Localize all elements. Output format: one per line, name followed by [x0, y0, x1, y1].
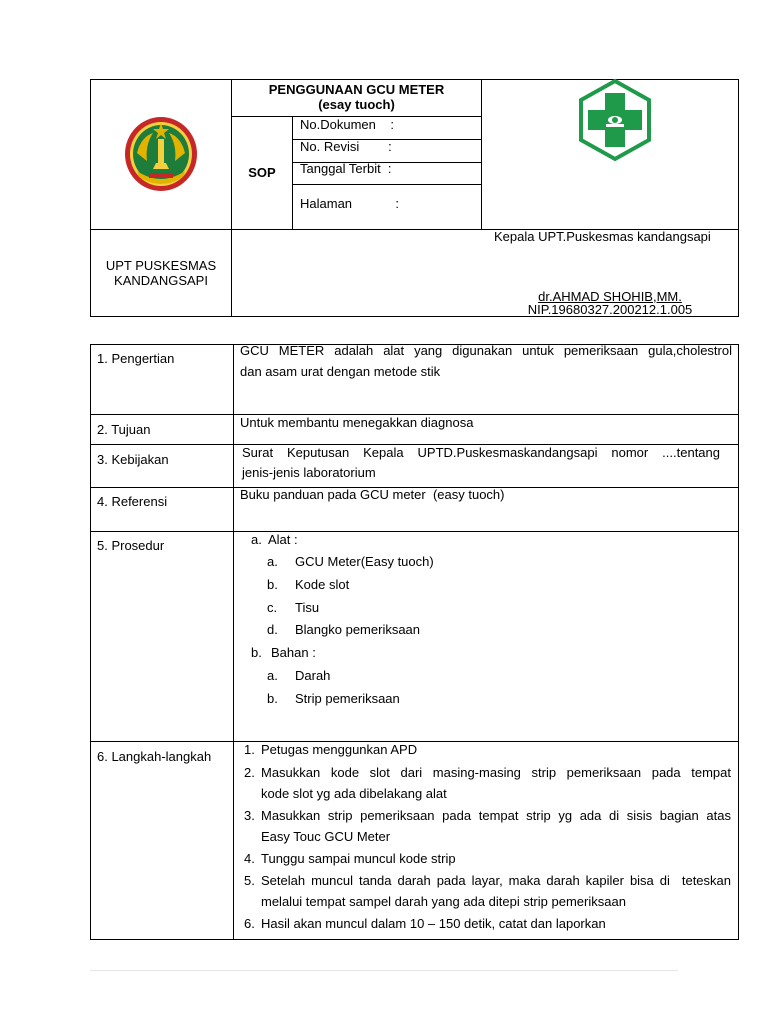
pengertian-text-line1: GCU METER adalah alat yang digunakan untuk pemeriksaan gula,cholestrol: [240, 343, 732, 358]
step-text: Masukkan strip pemeriksaan pada tempat strip yg ada di sisis bagian atas: [261, 808, 731, 823]
step-number: 5.: [244, 873, 255, 888]
step-number: 2.: [244, 765, 255, 780]
kebijakan-text-line1: Surat Keputusan Kepala UPTD.Puskesmaskandangsapi nomor ....tentang: [242, 445, 720, 460]
tanggal-terbit-label: Tanggal Terbit :: [300, 161, 392, 176]
step-number: 4.: [244, 851, 255, 866]
list-item-marker: d.: [267, 622, 278, 637]
unit-name-line1: UPT PUSKESMAS: [105, 258, 217, 273]
sop-title: PENGGUNAAN GCU METER: [268, 82, 445, 97]
step-text: Hasil akan muncul dalam 10 – 150 detik, catat dan laporkan: [261, 916, 606, 931]
list-item-marker: c.: [267, 600, 278, 615]
prosedur-label: 5. Prosedur: [97, 538, 165, 553]
step-text: Setelah muncul tanda darah pada layar, maka darah kapiler bisa di teteskan: [261, 873, 731, 888]
step-text-cont: Easy Touc GCU Meter: [261, 829, 391, 844]
langkah-label: 6. Langkah-langkah: [97, 749, 212, 764]
list-item-marker: a.: [267, 668, 278, 683]
kebijakan-text-line2: jenis-jenis laboratorium: [242, 465, 376, 480]
step-number: 1.: [244, 742, 255, 757]
tujuan-text: Untuk membantu menegakkan diagnosa: [240, 415, 474, 430]
puskesmas-logo-icon: [573, 78, 657, 162]
jatim-emblem-icon: [123, 115, 199, 193]
unit-name-line2: KANDANGSAPI: [114, 273, 208, 288]
step-text: Masukkan kode slot dari masing-masing strip pemeriksaan pada tempat: [261, 765, 731, 780]
no-revisi-label: No. Revisi :: [300, 139, 392, 154]
page-separator: [90, 970, 678, 971]
alat-marker: a.: [251, 532, 262, 547]
sop-label: SOP: [248, 165, 276, 180]
halaman-label: Halaman :: [300, 196, 399, 211]
step-number: 3.: [244, 808, 255, 823]
no-dokumen-label: No.Dokumen :: [300, 117, 394, 132]
list-item: Darah: [295, 668, 331, 683]
step-text: Tunggu sampai muncul kode strip: [261, 851, 456, 866]
list-item: Tisu: [295, 600, 320, 615]
list-item: GCU Meter(Easy tuoch): [295, 554, 434, 569]
kepala-name: dr.AHMAD SHOHIB,MM.: [538, 289, 682, 304]
referensi-text: Buku panduan pada GCU meter (easy tuoch): [240, 487, 505, 502]
list-item: Blangko pemeriksaan: [295, 622, 421, 637]
bahan-label: Bahan :: [271, 645, 316, 660]
sop-subtitle: (esay tuoch): [318, 97, 395, 112]
list-item-marker: b.: [267, 691, 278, 706]
step-text-cont: kode slot yg ada dibelakang alat: [261, 786, 447, 801]
list-item: Kode slot: [295, 577, 350, 592]
pengertian-label: 1. Pengertian: [97, 351, 175, 366]
kepala-title: Kepala UPT.Puskesmas kandangsapi: [494, 229, 711, 244]
step-text-cont: melalui tempat sampel darah yang ada ditepi strip pemeriksaan: [261, 894, 626, 909]
list-item-marker: b.: [267, 577, 278, 592]
tujuan-label: 2. Tujuan: [97, 422, 151, 437]
referensi-label: 4. Referensi: [97, 494, 168, 509]
pengertian-text-line2: dan asam urat dengan metode stik: [240, 364, 441, 379]
step-text: Petugas menggunkan APD: [261, 742, 418, 757]
step-number: 6.: [244, 916, 255, 931]
list-item-marker: a.: [267, 554, 278, 569]
list-item: Strip pemeriksaan: [295, 691, 400, 706]
bahan-marker: b.: [251, 645, 262, 660]
kebijakan-label: 3. Kebijakan: [97, 452, 169, 467]
kepala-nip: NIP.19680327.200212.1.005: [527, 302, 693, 317]
alat-label: Alat :: [268, 532, 298, 547]
